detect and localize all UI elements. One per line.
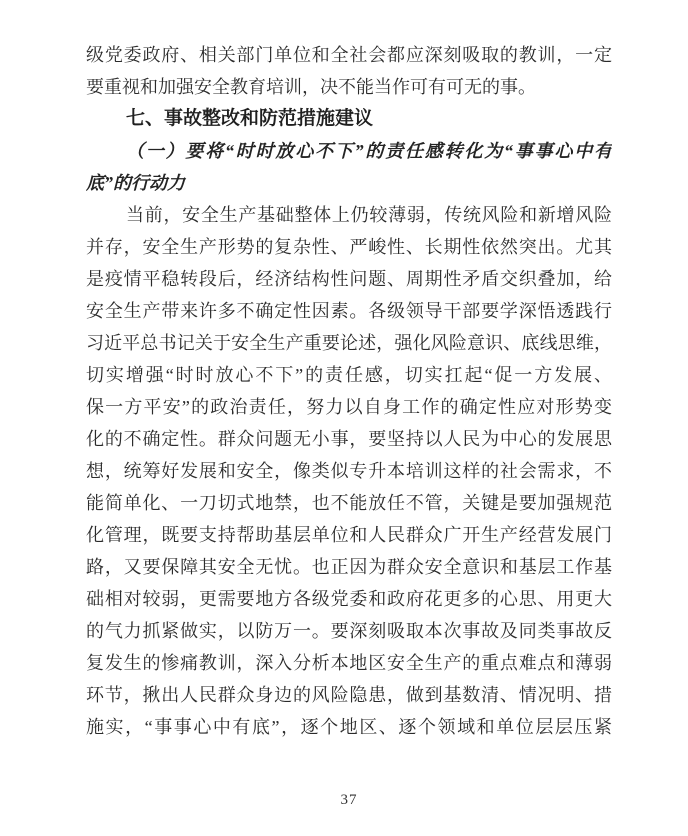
- document-body: [86, 39, 612, 743]
- document-line: 想，统筹好发展和安全，像类似专升本培训这样的社会需求，不: [86, 461, 612, 481]
- document-line: 安全生产带来许多不确定性因素。各级领导干部要学深悟透践行: [86, 301, 612, 321]
- document-line: 是疫情平稳转段后，经济结构性问题、周期性矛盾交织叠加，给: [86, 269, 612, 289]
- document-line: 化管理，既要支持帮助基层单位和人民群众广开生产经营发展门: [86, 525, 612, 545]
- document-line: 能简单化、一刀切式地禁，也不能放任不管，关键是要加强规范: [86, 493, 612, 513]
- document-line: 要重视和加强安全教育培训，决不能当作可有可无的事。: [86, 77, 536, 97]
- document-line: 施实，“事事心中有底”，逐个地区、逐个领域和单位层层压紧: [86, 717, 612, 737]
- document-line: 底”的行动力: [86, 173, 185, 193]
- document-line: 保一方平安”的政治责任，努力以自身工作的确定性应对形势变: [86, 397, 612, 417]
- document-line: （一）要将“时时放心不下”的责任感转化为“事事心中有: [126, 141, 612, 161]
- document-line: 环节，揪出人民群众身边的风险隐患，做到基数清、情况明、措: [86, 685, 612, 705]
- document-line: 并存，安全生产形势的复杂性、严峻性、长期性依然突出。尤其: [86, 237, 612, 257]
- document-line: 七、事故整改和防范措施建议: [126, 108, 374, 129]
- document-line: 习近平总书记关于安全生产重要论述，强化风险意识、底线思维，: [86, 333, 612, 353]
- document-line: 化的不确定性。群众问题无小事，要坚持以人民为中心的发展思: [86, 429, 612, 449]
- document-line: 级党委政府、相关部门单位和全社会都应深刻吸取的教训，一定: [86, 45, 612, 65]
- document-line: 的气力抓紧做实，以防万一。要深刻吸取本次事故及同类事故反: [86, 621, 612, 641]
- document-line: 路，又要保障其安全无忧。也正因为群众安全意识和基层工作基: [86, 557, 612, 577]
- document-line: 础相对较弱，更需要地方各级党委和政府花更多的心思、用更大: [86, 589, 612, 609]
- document-line: 当前，安全生产基础整体上仍较薄弱，传统风险和新增风险: [126, 205, 612, 225]
- document-line: 复发生的惨痛教训，深入分析本地区安全生产的重点难点和薄弱: [86, 653, 612, 673]
- page-number: 37: [340, 792, 358, 808]
- document-line: 切实增强“时时放心不下”的责任感，切实扛起“促一方发展、: [86, 365, 612, 385]
